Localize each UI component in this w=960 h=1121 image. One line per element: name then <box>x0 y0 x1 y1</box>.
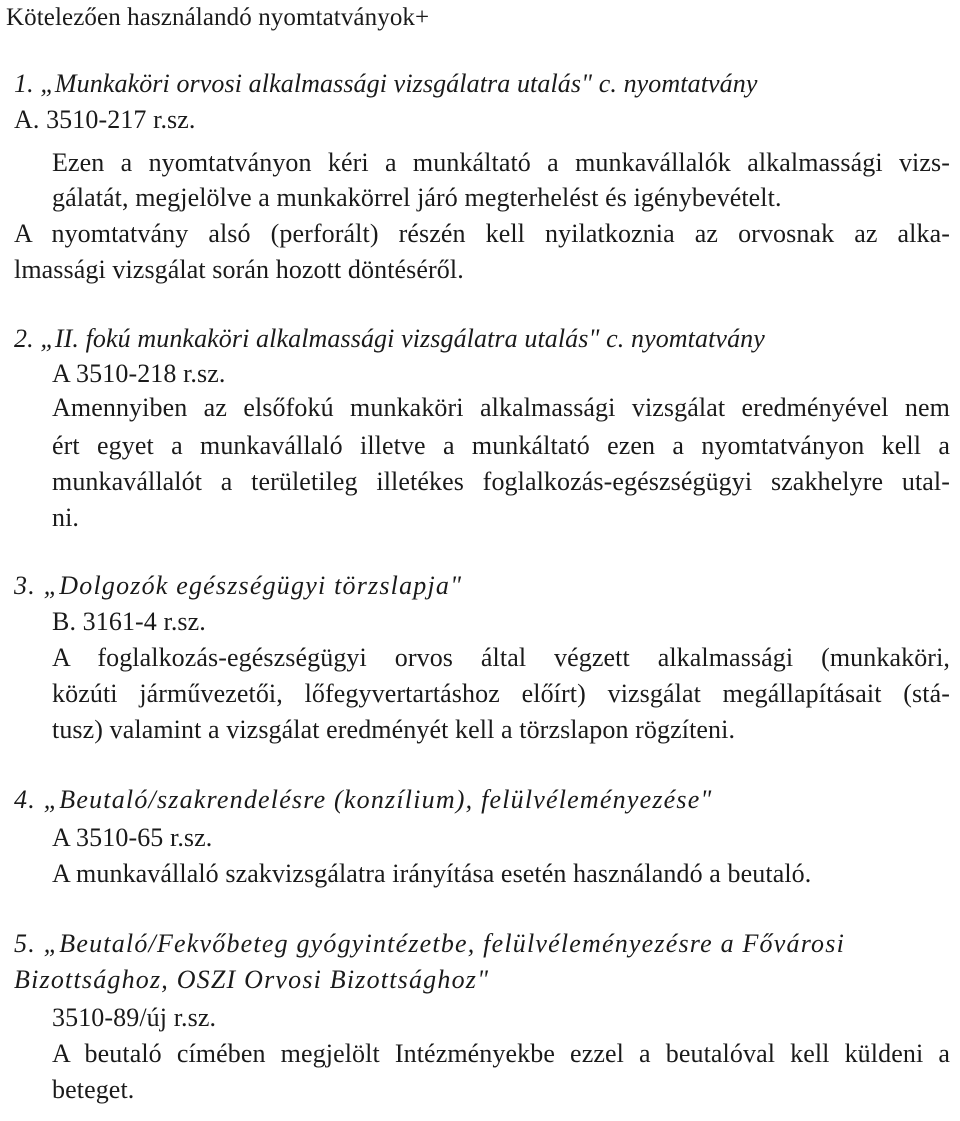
body-line: A foglalkozás-egészségügyi orvos által végzett alkalmassági (munkaköri, <box>52 643 950 672</box>
body-line: tusz) valamint a vizsgálat eredményét kell a törzslapon rögzíteni. <box>52 715 736 744</box>
section-heading <box>14 68 758 100</box>
body-line: gálatát, megjelölve a munkakörrel járó megterhelést és igénybevételt. <box>52 183 782 212</box>
body-line: ni. <box>52 503 80 532</box>
body-line: beteget. <box>52 1075 135 1104</box>
section-title: „Dolgozók egészségügyi törzslapja" <box>43 571 463 600</box>
section-title: „Beutaló/szakrendelésre (konzílium), felülvéleményezése" <box>43 785 713 814</box>
body-line: A nyomtatvány alsó (perforált) részén kell nyilatkoznia az orvosnak az alka- <box>14 219 950 248</box>
section-heading-line-2: Bizottsághoz, OSZI Orvosi Bizottsághoz" <box>14 965 490 994</box>
body-line: ért egyet a munkavállaló illetve a munkáltató ezen a nyomtatványon kell a <box>52 431 950 460</box>
body-line: A munkavállaló szakvizsgálatra irányítása esetén használandó a beutaló. <box>52 859 812 888</box>
section-number: 3. <box>14 571 36 600</box>
section-number: 2. <box>14 324 34 353</box>
body-line: közúti járművezetői, lőfegyvertartáshoz előírt) vizsgálat megállapításait (stá- <box>52 679 950 708</box>
section-number: 1. <box>14 69 34 98</box>
section-title: „Beutaló/Fekvőbeteg gyógyintézetbe, felülvéleményezésre a Fővárosi <box>43 929 845 958</box>
section-number: 4. <box>14 785 36 814</box>
form-code: 3510-89/új r.sz. <box>52 1003 217 1032</box>
body-line: munkavállalót a területileg illetékes foglalkozás-egészségügyi szakhelyre utal- <box>52 467 950 496</box>
document-title: Kötelezően használandó nyomtatványok+ <box>6 4 430 31</box>
section-title: „Munkaköri orvosi alkalmassági vizsgálatra utalás" c. nyomtatvány <box>40 69 758 98</box>
section-heading <box>14 928 845 960</box>
body-line: A beutaló címében megjelölt Intézményekbe ezzel a beutalóval kell küldeni a <box>52 1039 950 1068</box>
section-heading <box>14 570 462 602</box>
section-number: 5. <box>14 929 36 958</box>
section-title: „II. fokú munkaköri alkalmassági vizsgálatra utalás" c. nyomtatvány <box>40 324 765 353</box>
form-code: B. 3161-4 r.sz. <box>52 607 206 636</box>
section-heading <box>14 784 713 816</box>
form-code: A. 3510-217 r.sz. <box>14 105 196 134</box>
form-code: A 3510-218 r.sz. <box>52 359 226 388</box>
section-heading <box>14 323 765 355</box>
body-line: lmassági vizsgálat során hozott döntéséről. <box>14 255 464 284</box>
body-line: Ezen a nyomtatványon kéri a munkáltató a munkavállalók alkalmassági vizs- <box>52 148 950 177</box>
body-line: Amennyiben az elsőfokú munkaköri alkalmassági vizsgálat eredményével nem <box>52 393 950 422</box>
form-code: A 3510-65 r.sz. <box>52 823 213 852</box>
